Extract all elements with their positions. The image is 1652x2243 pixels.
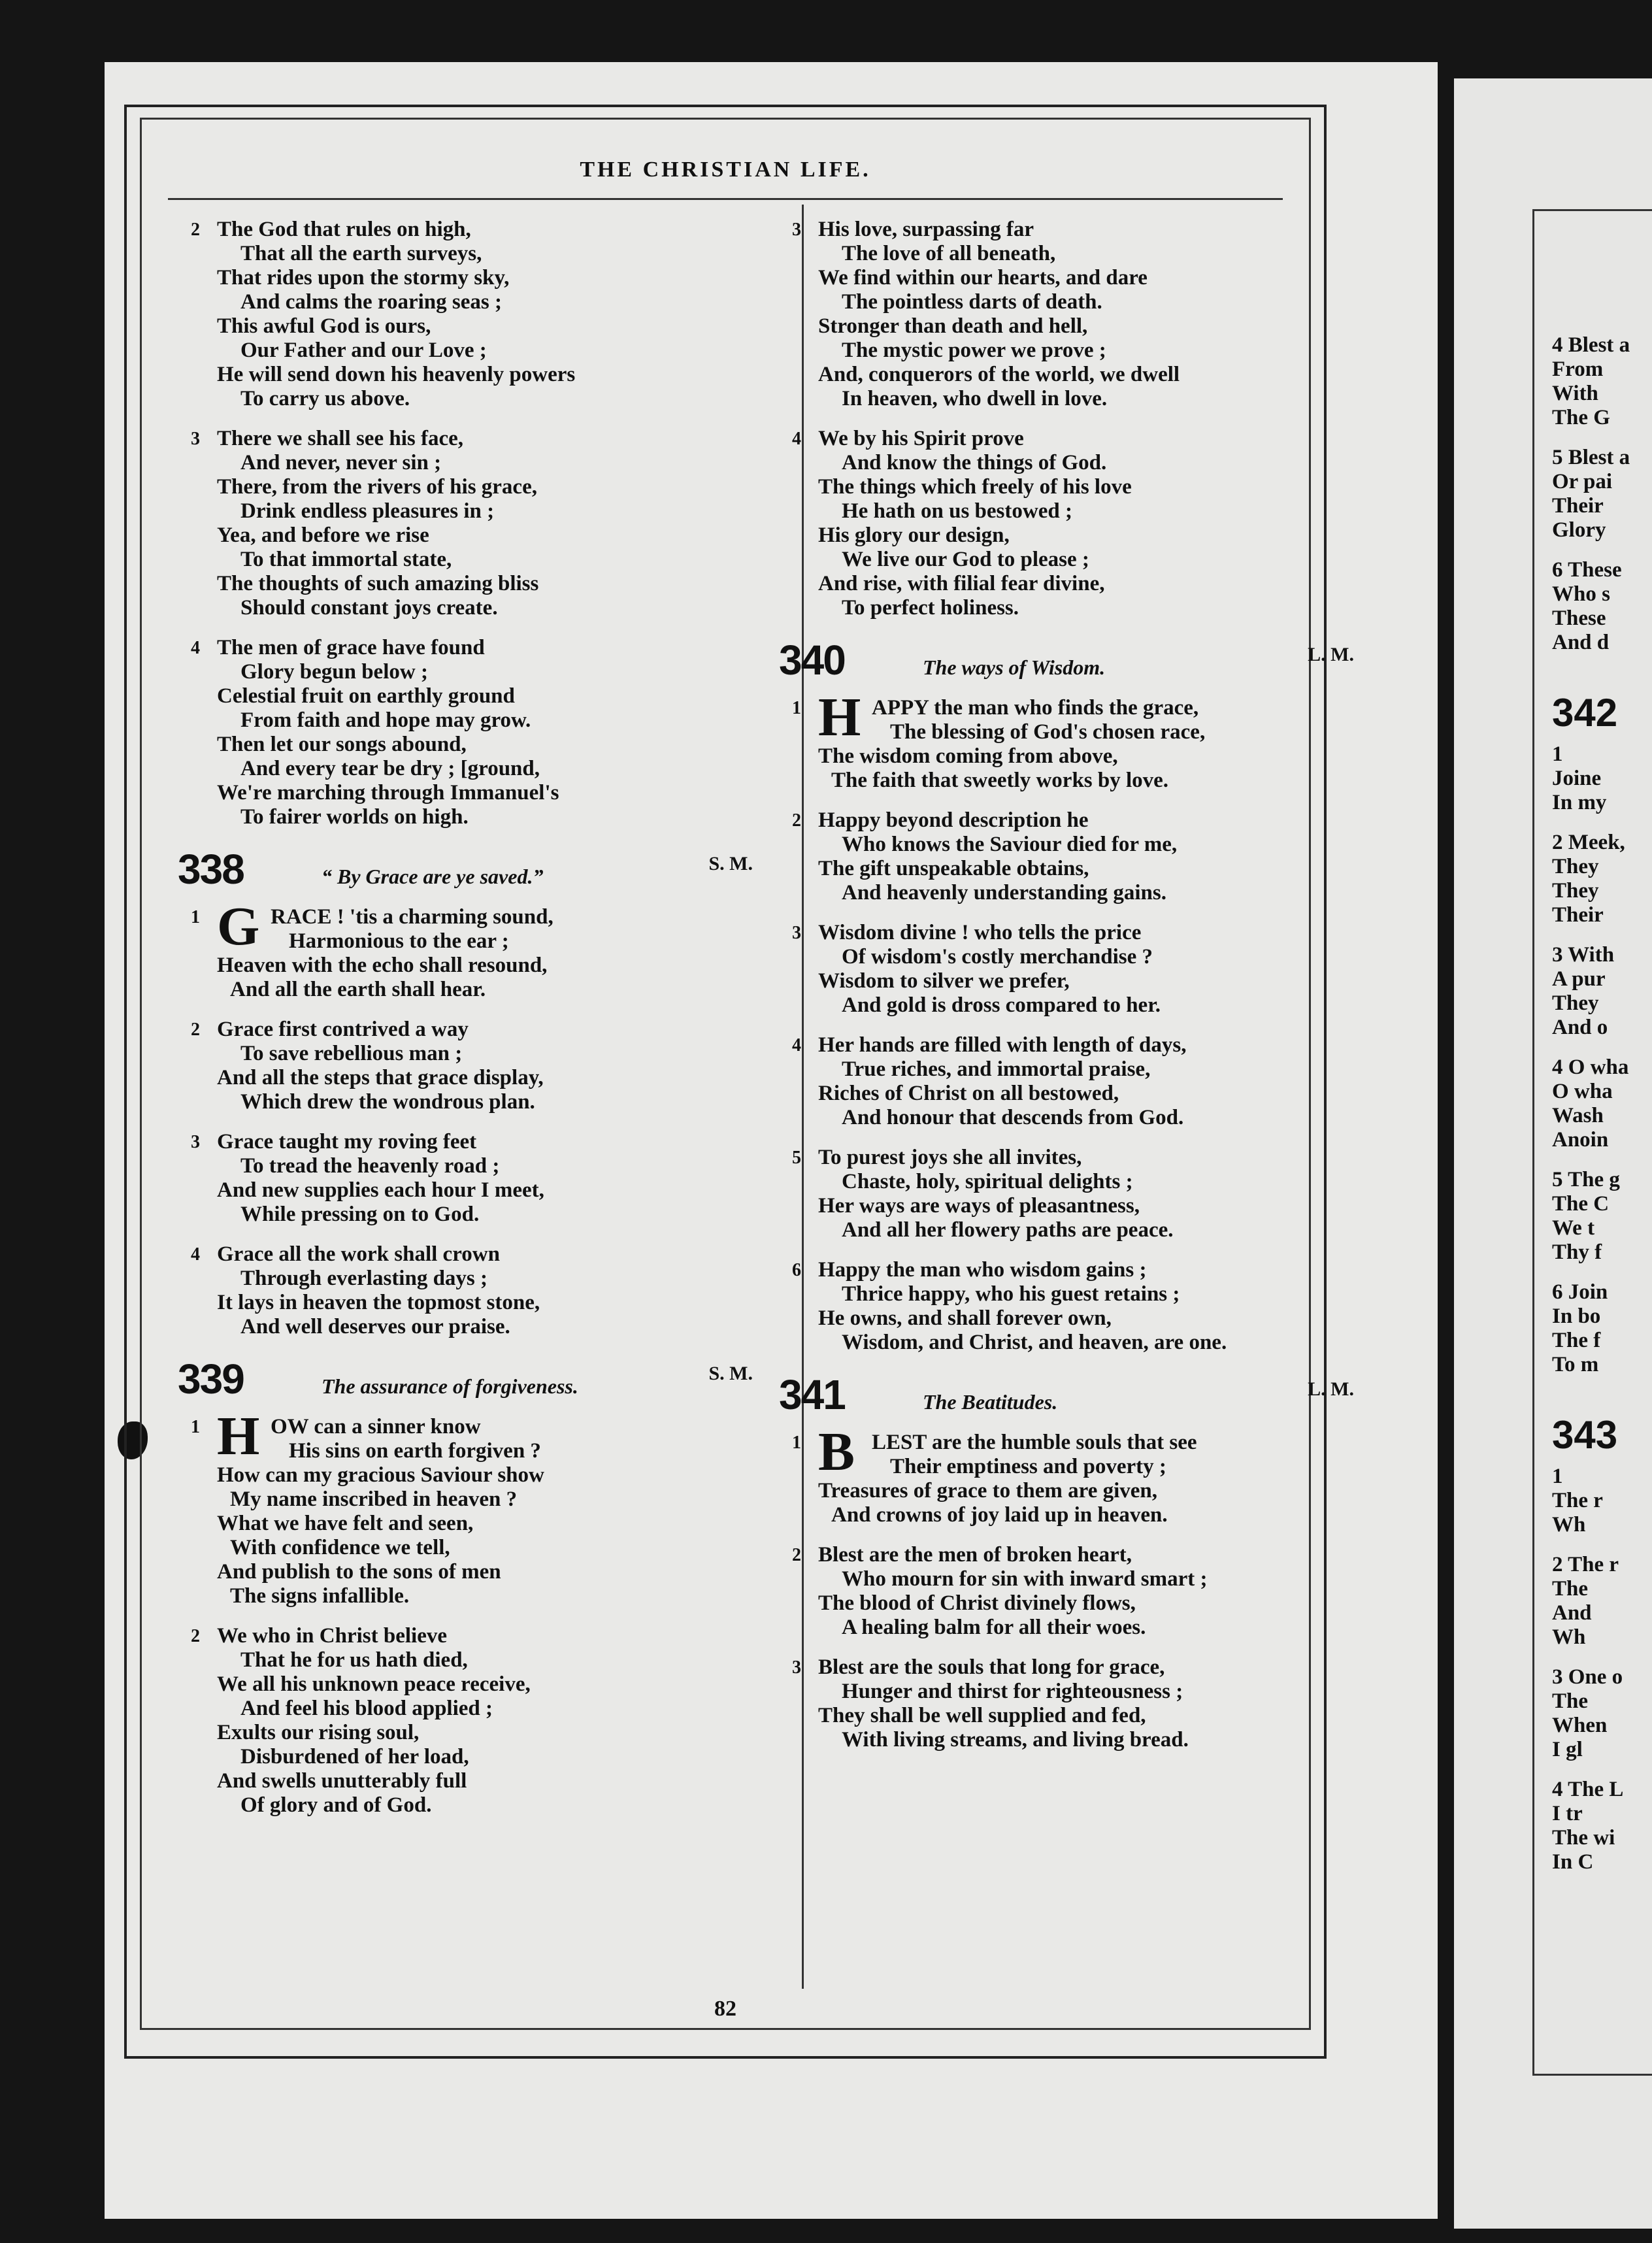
facing-line: 2 The r: [1552, 1553, 1619, 1576]
facing-line: In bo: [1552, 1304, 1601, 1328]
verse-line: Then let our songs abound,: [217, 733, 467, 756]
verse-line: From faith and hope may grow.: [240, 708, 531, 732]
verse-line: APPY the man who finds the grace,: [872, 696, 1199, 720]
verse-line: Our Father and our Love ;: [240, 339, 487, 362]
verse-line: We live our God to please ;: [842, 548, 1089, 571]
facing-line: With: [1552, 382, 1598, 405]
verse-line: Chaste, holy, spiritual delights ;: [842, 1170, 1133, 1193]
verse-line: Disburdened of her load,: [240, 1745, 469, 1769]
facing-line: These: [1552, 606, 1606, 630]
stanza: [191, 427, 740, 620]
verse-line: And publish to the sons of men: [217, 1560, 501, 1584]
facing-line: They: [1552, 855, 1599, 878]
facing-line: In my: [1552, 791, 1607, 814]
page-frame: [124, 105, 1354, 2059]
drop-cap: H: [818, 687, 861, 748]
facing-line: 5 The g: [1552, 1168, 1620, 1191]
stanza-number: 2: [792, 1545, 801, 1565]
stanza-number: 2: [191, 220, 200, 240]
facing-line: 1: [1552, 1465, 1563, 1488]
stanza: [792, 808, 1341, 905]
facing-line: Wash: [1552, 1104, 1604, 1127]
hymn-number: 340: [779, 637, 845, 684]
stanza-number: 1: [191, 1417, 200, 1437]
verse-line: While pressing on to God.: [240, 1203, 480, 1226]
verse-line: And crowns of joy laid up in heaven.: [831, 1503, 1168, 1527]
verse-line: And never, never sin ;: [240, 451, 442, 474]
facing-line: Thy f: [1552, 1240, 1602, 1264]
hymn-meter: S. M.: [708, 1363, 753, 1384]
verse-line: Grace taught my roving feet: [217, 1130, 477, 1154]
facing-line: In C: [1552, 1850, 1594, 1874]
verse-line: What we have felt and seen,: [217, 1512, 474, 1535]
drop-cap: G: [217, 896, 260, 957]
facing-line: When: [1552, 1714, 1608, 1737]
verse-line: Their emptiness and poverty ;: [890, 1455, 1166, 1478]
stanza-number: 1: [191, 907, 200, 927]
hymn-header: [779, 636, 1354, 687]
verse-line: Should constant joys create.: [240, 596, 498, 620]
verse-line: To save rebellious man ;: [240, 1042, 463, 1065]
verse-line: That he for us hath died,: [240, 1648, 468, 1672]
verse-line: The gift unspeakable obtains,: [818, 857, 1089, 880]
hymn-meter: S. M.: [708, 853, 753, 874]
facing-line: Glory: [1552, 518, 1606, 542]
facing-hymn-number: 342: [1552, 691, 1618, 735]
verse-line: Which drew the wondrous plan.: [240, 1090, 535, 1114]
stanza-number: 4: [191, 1244, 200, 1265]
verse-line: Who knows the Saviour died for me,: [842, 833, 1178, 856]
verse-line: And honour that descends from God.: [842, 1106, 1184, 1129]
stanza: [792, 1033, 1341, 1130]
facing-line: The r: [1552, 1489, 1603, 1512]
facing-hymn-number: 343: [1552, 1413, 1618, 1457]
facing-page-fragment: [1454, 78, 1652, 2229]
facing-line: Their: [1552, 494, 1604, 518]
verse-line: The blood of Christ divinely flows,: [818, 1591, 1136, 1615]
verse-line: Glory begun below ;: [240, 660, 428, 684]
facing-line: Anoin: [1552, 1128, 1609, 1152]
facing-line: Their: [1552, 903, 1604, 927]
verse-line: Thrice happy, who his guest retains ;: [842, 1282, 1180, 1306]
verse-line: And, conquerors of the world, we dwell: [818, 363, 1180, 386]
verse-line: RACE ! 'tis a charming sound,: [271, 905, 553, 929]
verse-line: The God that rules on high,: [217, 218, 471, 241]
verse-line: This awful God is ours,: [217, 314, 431, 338]
verse-line: Hunger and thirst for righteousness ;: [842, 1680, 1183, 1703]
verse-line: Exults our rising soul,: [217, 1721, 420, 1744]
verse-line: The thoughts of such amazing bliss: [217, 572, 539, 595]
verse-line: With confidence we tell,: [230, 1536, 450, 1559]
verse-line: To fairer worlds on high.: [240, 805, 469, 829]
verse-line: In heaven, who dwell in love.: [842, 387, 1108, 410]
stanza: [792, 1543, 1341, 1640]
facing-line: 5 Blest a: [1552, 446, 1630, 469]
hymn-header: [178, 1355, 753, 1406]
verse-line: The love of all beneath,: [842, 242, 1056, 265]
facing-line: 4 The L: [1552, 1778, 1624, 1801]
verse-line: There, from the rivers of his grace,: [217, 475, 537, 499]
verse-line: He hath on us bestowed ;: [842, 499, 1072, 523]
drop-cap: B: [818, 1421, 855, 1482]
head-rule: [168, 198, 1283, 200]
facing-line: The wi: [1552, 1826, 1615, 1850]
hymn-title: “ By Grace are ye saved.”: [322, 865, 544, 888]
stanza-number: 3: [191, 1132, 200, 1152]
verse-line: Of glory and of God.: [240, 1793, 432, 1817]
verse-line: And all her flowery paths are peace.: [842, 1218, 1174, 1242]
verse-line: OW can a sinner know: [271, 1415, 481, 1438]
verse-line: They shall be well supplied and fed,: [818, 1704, 1146, 1727]
verse-line: The wisdom coming from above,: [818, 744, 1118, 768]
verse-line: Celestial fruit on earthly ground: [217, 684, 515, 708]
verse-line: How can my gracious Saviour show: [217, 1463, 544, 1487]
verse-line: And rise, with filial fear divine,: [818, 572, 1105, 595]
verse-line: And know the things of God.: [842, 451, 1107, 474]
facing-line: 1: [1552, 742, 1563, 766]
verse-line: And well deserves our praise.: [240, 1315, 510, 1338]
verse-line: My name inscribed in heaven ?: [230, 1487, 518, 1511]
verse-line: We by his Spirit prove: [818, 427, 1024, 450]
stanza: [792, 1146, 1341, 1242]
hymn-number: 338: [178, 846, 244, 893]
facing-line: They: [1552, 991, 1599, 1015]
verse-line: We all his unknown peace receive,: [217, 1672, 531, 1696]
facing-line: They: [1552, 879, 1599, 903]
facing-line: To m: [1552, 1353, 1599, 1376]
stanza-number: 6: [792, 1260, 801, 1280]
verse-line: LEST are the humble souls that see: [872, 1431, 1197, 1454]
verse-line: And all the earth shall hear.: [230, 978, 486, 1001]
facing-line: Or pai: [1552, 470, 1612, 493]
facing-line: The: [1552, 1577, 1589, 1601]
verse-line: The men of grace have found: [217, 636, 485, 659]
page-inner-frame: [140, 118, 1354, 2030]
hymn-number: 341: [779, 1371, 845, 1418]
stanza-number: 3: [792, 923, 801, 943]
verse-line: Harmonious to the ear ;: [289, 929, 509, 953]
verse-line: The things which freely of his love: [818, 475, 1132, 499]
hymn-meter: L. M.: [1308, 644, 1354, 665]
stanza: [792, 1655, 1341, 1752]
facing-line: 4 O wha: [1552, 1055, 1629, 1079]
verse-line: His sins on earth forgiven ?: [289, 1439, 541, 1463]
facing-line: O wha: [1552, 1080, 1613, 1103]
verse-line: Treasures of grace to them are given,: [818, 1479, 1158, 1503]
verse-line: We find within our hearts, and dare: [818, 266, 1148, 290]
hymn-header: [779, 1371, 1354, 1421]
verse-line: Wisdom, and Christ, and heaven, are one.: [842, 1331, 1227, 1354]
facing-line: We t: [1552, 1216, 1595, 1240]
verse-line: The faith that sweetly works by love.: [831, 769, 1169, 792]
hymn-header: [178, 845, 753, 896]
stanza: [191, 1018, 740, 1114]
page-number: 82: [714, 1997, 736, 2021]
verse-line: Yea, and before we rise: [217, 523, 429, 547]
verse-line: The signs infallible.: [230, 1584, 410, 1608]
verse-line: Grace all the work shall crown: [217, 1242, 500, 1266]
stanza: [792, 1258, 1341, 1355]
facing-line: The C: [1552, 1192, 1610, 1216]
verse-line: Heaven with the echo shall resound,: [217, 954, 548, 977]
stanza: [191, 1130, 740, 1227]
stanza: [792, 921, 1341, 1018]
verse-line: And feel his blood applied ;: [240, 1697, 493, 1720]
first-stanza: [191, 1406, 740, 1608]
stanza-number: 3: [792, 220, 801, 240]
hymn-number: 339: [178, 1355, 244, 1403]
verse-line: We who in Christ believe: [217, 1624, 447, 1648]
verse-line: And swells unutterably full: [217, 1769, 467, 1793]
facing-line: And: [1552, 1601, 1592, 1625]
running-head: THE CHRISTIAN LIFE.: [580, 158, 871, 182]
verse-line: He will send down his heavenly powers: [217, 363, 576, 386]
stanza-number: 2: [191, 1020, 200, 1040]
verse-line: The blessing of God's chosen race,: [890, 720, 1206, 744]
verse-line: Wisdom divine ! who tells the price: [818, 921, 1142, 944]
verse-line: To carry us above.: [240, 387, 410, 410]
hymn-title: The Beatitudes.: [923, 1390, 1058, 1414]
verse-line: True riches, and immortal praise,: [842, 1057, 1151, 1081]
facing-line: Wh: [1552, 1625, 1586, 1649]
facing-line: From: [1552, 357, 1604, 381]
verse-line: Drink endless pleasures in ;: [240, 499, 495, 523]
verse-line: Of wisdom's costly merchandise ?: [842, 945, 1153, 969]
stanza: [191, 1242, 740, 1339]
stanza-number: 4: [792, 1035, 801, 1055]
facing-line: 3 With: [1552, 943, 1615, 967]
drop-cap: H: [217, 1406, 260, 1467]
facing-line: The G: [1552, 406, 1610, 429]
first-stanza: [191, 896, 740, 1002]
verse-line: He owns, and shall forever own,: [818, 1306, 1112, 1330]
stanza-number: 1: [792, 1433, 801, 1453]
verse-line: Stronger than death and hell,: [818, 314, 1088, 338]
verse-line: The mystic power we prove ;: [842, 339, 1106, 362]
verse-line: To that immortal state,: [240, 548, 452, 571]
verse-line: That rides upon the stormy sky,: [217, 266, 510, 290]
hymn-meter: L. M.: [1308, 1378, 1354, 1400]
facing-line: 4 Blest a: [1552, 333, 1630, 357]
verse-line: And heavenly understanding gains.: [842, 881, 1166, 905]
verse-line: And gold is dross compared to her.: [842, 993, 1161, 1017]
verse-line: Blest are the souls that long for grace,: [818, 1655, 1165, 1679]
left-column: [178, 218, 753, 1833]
stanza-number: 2: [792, 810, 801, 831]
verse-line: A healing balm for all their woes.: [842, 1616, 1146, 1639]
stanza: [191, 1624, 740, 1818]
stanza: [191, 218, 740, 411]
verse-line: Grace first contrived a way: [217, 1018, 469, 1041]
verse-line: Happy the man who wisdom gains ;: [818, 1258, 1147, 1282]
facing-line: I gl: [1552, 1738, 1583, 1761]
verse-line: The pointless darts of death.: [842, 290, 1102, 314]
verse-line: To purest joys she all invites,: [818, 1146, 1082, 1169]
verse-line: To tread the heavenly road ;: [240, 1154, 500, 1178]
verse-line: Through everlasting days ;: [240, 1267, 488, 1290]
facing-line: The f: [1552, 1329, 1601, 1352]
facing-line: I tr: [1552, 1802, 1583, 1825]
stanza-number: 1: [792, 698, 801, 718]
facing-line: The: [1552, 1689, 1589, 1713]
verse-line: It lays in heaven the topmost stone,: [217, 1291, 540, 1314]
verse-line: To perfect holiness.: [842, 596, 1019, 620]
verse-line: Riches of Christ on all bestowed,: [818, 1082, 1119, 1105]
facing-line: 6 Join: [1552, 1280, 1608, 1304]
facing-line: Who s: [1552, 582, 1610, 606]
verse-line: Who mourn for sin with inward smart ;: [842, 1567, 1208, 1591]
hymn-title: The ways of Wisdom.: [923, 656, 1106, 679]
verse-line: Wisdom to silver we prefer,: [818, 969, 1070, 993]
verse-line: Blest are the men of broken heart,: [818, 1543, 1132, 1567]
verse-line: His glory our design,: [818, 523, 1010, 547]
stanza-number: 3: [191, 429, 200, 449]
verse-line: Her ways are ways of pleasantness,: [818, 1194, 1140, 1218]
stanza-number: 4: [792, 429, 801, 449]
verse-line: And every tear be dry ; [ground,: [240, 757, 540, 780]
first-stanza: [792, 687, 1341, 793]
facing-line: 6 These: [1552, 558, 1622, 582]
verse-line: And new supplies each hour I meet,: [217, 1178, 544, 1202]
facing-line: A pur: [1552, 967, 1606, 991]
stanza-number: 5: [792, 1148, 801, 1168]
verse-line: We're marching through Immanuel's: [217, 781, 559, 805]
stanza-number: 3: [792, 1657, 801, 1678]
hymn-title: The assurance of forgiveness.: [322, 1374, 578, 1398]
verse-line: Happy beyond description he: [818, 808, 1089, 832]
facing-line: 2 Meek,: [1552, 831, 1625, 854]
facing-line: And o: [1552, 1016, 1608, 1039]
verse-line: And all the steps that grace display,: [217, 1066, 544, 1089]
verse-line: And calms the roaring seas ;: [240, 290, 502, 314]
facing-line: Joine: [1552, 767, 1602, 790]
verse-line: His love, surpassing far: [818, 218, 1034, 241]
verse-line: That all the earth surveys,: [240, 242, 482, 265]
right-column: [779, 218, 1354, 1768]
facing-line: And d: [1552, 631, 1610, 654]
facing-line: Wh: [1552, 1513, 1586, 1537]
stanza: [792, 427, 1341, 620]
verse-line: With living streams, and living bread.: [842, 1728, 1189, 1752]
first-stanza: [792, 1421, 1341, 1527]
stanza-number: 4: [191, 638, 200, 658]
facing-line: 3 One o: [1552, 1665, 1623, 1689]
verse-line: There we shall see his face,: [217, 427, 464, 450]
stanza: [191, 636, 740, 829]
column-rule: [802, 205, 804, 1989]
verse-line: Her hands are filled with length of days,: [818, 1033, 1187, 1057]
stanza: [792, 218, 1341, 411]
stanza-number: 2: [191, 1626, 200, 1646]
